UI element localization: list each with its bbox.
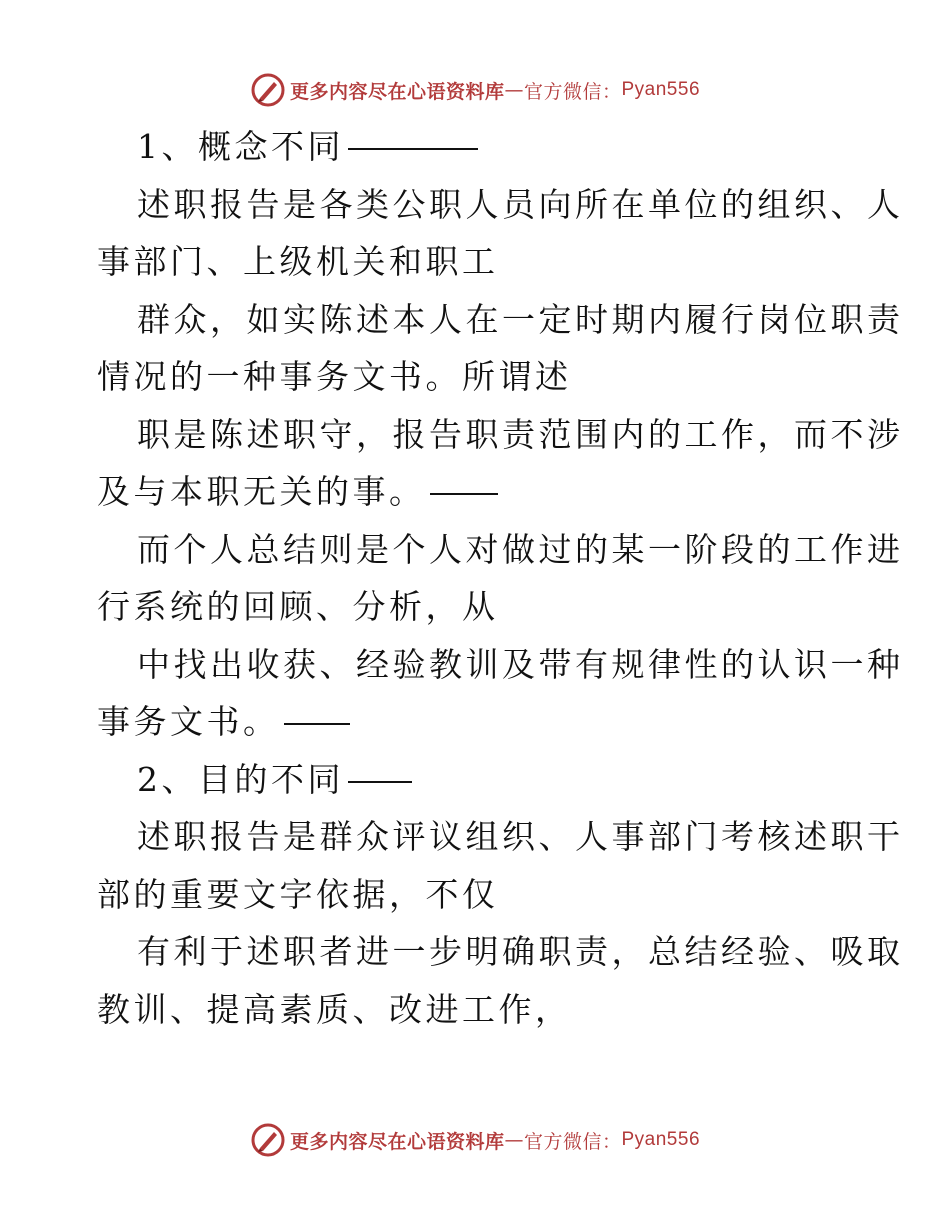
document-body — [97, 118, 904, 1038]
text-line: 2、目的不同 — [97, 751, 857, 809]
text-line: 及与本职无关的事。 — [97, 463, 857, 521]
banner-title: 更多内容尽在心语资料库 — [289, 1130, 505, 1153]
text-line: 事部门、上级机关和职工 — [97, 242, 499, 281]
text-line: 述职报告是群众评议组织、人事部门考核述职干 — [137, 817, 904, 856]
text-line: 1、概念不同 — [97, 118, 857, 176]
banner-separator: — — [504, 79, 524, 101]
banner-wechat-label: 官方微信： — [523, 80, 622, 103]
pen-circle-logo-icon — [250, 1122, 286, 1158]
text-line: 而个人总结则是个人对做过的某一阶段的工作进 — [137, 529, 904, 569]
text-line: 有利于述职者进一步明确职责，总结经验、吸取 — [137, 932, 904, 971]
text-line: 行系统的回顾、分析，从 — [97, 587, 499, 626]
text-line: 群众，如实陈述本人在一定时期内履行岗位职责 — [137, 299, 904, 339]
banner-title: 更多内容尽在心语资料库 — [289, 80, 505, 103]
pen-circle-logo-icon — [250, 72, 286, 108]
banner-separator: — — [504, 1129, 524, 1151]
text-line: 教训、提高素质、改进工作， — [97, 989, 572, 1029]
text-line: 事务文书。 — [97, 693, 857, 751]
text-line: 述职报告是各类公职人员向所在单位的组织、人 — [137, 184, 904, 224]
text-line: 职是陈述职守，报告职责范围内的工作，而不涉 — [137, 414, 904, 454]
text-line: 部的重要文字依据，不仅 — [97, 874, 499, 914]
header-banner — [0, 68, 950, 112]
banner-wechat-id: Pyan556 — [621, 79, 701, 100]
text-line: 中找出收获、经验教训及带有规律性的认识一种 — [137, 644, 904, 684]
footer-banner — [0, 1118, 950, 1162]
banner-wechat-label: 官方微信： — [523, 1130, 622, 1153]
banner-wechat-id: Pyan556 — [621, 1129, 701, 1150]
text-line: 情况的一种事务文书。所谓述 — [97, 357, 572, 396]
